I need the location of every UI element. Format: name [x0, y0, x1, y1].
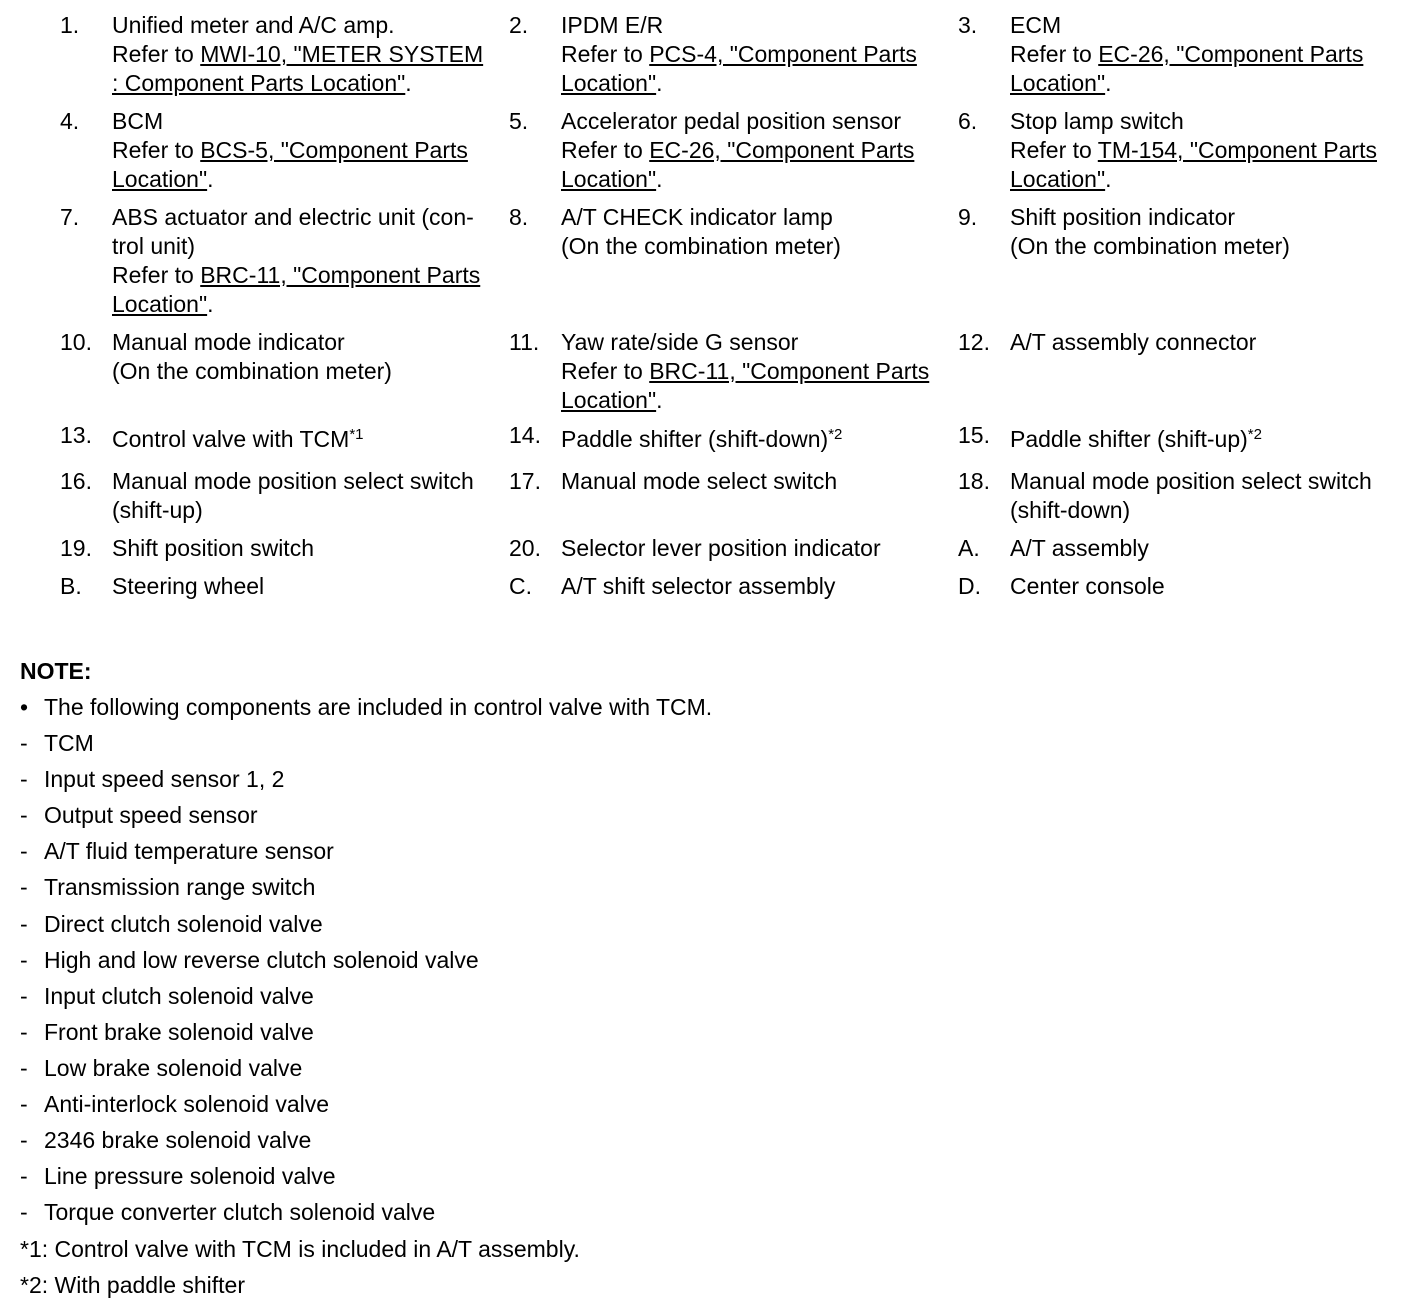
- item-label: Manual mode select switch: [561, 468, 838, 494]
- item-text: [561, 165, 663, 194]
- reference-link[interactable]: Location": [1010, 70, 1106, 96]
- item-text: [112, 40, 483, 69]
- component-item: 2346 brake solenoid valve: [44, 1127, 312, 1154]
- item-text: [1010, 425, 1262, 454]
- item-number: 3.: [958, 12, 978, 38]
- item-text: [1010, 11, 1061, 40]
- dash-marker: -: [20, 1091, 28, 1117]
- item-number: 5.: [509, 108, 529, 134]
- reference-link[interactable]: PCS-4, "Component Parts: [649, 41, 917, 67]
- item-label: Selector lever position indicator: [561, 535, 881, 561]
- component-item: Low brake solenoid valve: [44, 1054, 303, 1081]
- item-number: B.: [60, 573, 82, 599]
- dash-marker: -: [20, 1054, 28, 1081]
- reference-link[interactable]: : Component Parts Location": [112, 70, 406, 96]
- item-label: Center console: [1010, 573, 1165, 599]
- item-label: Yaw rate/side G sensor: [561, 329, 799, 355]
- dash-marker: -: [20, 802, 28, 829]
- item-text: [561, 107, 901, 136]
- refer-to-label: Refer to: [561, 358, 650, 384]
- item-label: Shift position indicator: [1010, 204, 1236, 230]
- footnote-1: *1: Control valve with TCM is included in A/T assembly.: [20, 1236, 580, 1262]
- item-text: [112, 232, 195, 261]
- item-number: 8.: [509, 204, 529, 230]
- item-text: [561, 425, 842, 454]
- component-item: Direct clutch solenoid valve: [44, 910, 323, 937]
- item-label: Manual mode position select switch: [1010, 468, 1372, 494]
- dash-marker: -: [20, 910, 28, 937]
- item-text: [561, 572, 835, 601]
- item-text: [112, 425, 364, 454]
- item-number: 13.: [60, 422, 92, 448]
- component-item: Input speed sensor 1, 2: [44, 766, 285, 793]
- item-label: Steering wheel: [112, 573, 265, 599]
- punctuation: .: [207, 291, 214, 317]
- item-label: (shift-down): [1010, 497, 1131, 523]
- item-text: [561, 386, 663, 415]
- reference-link[interactable]: BRC-11, "Component Parts: [200, 262, 481, 288]
- punctuation: .: [656, 166, 663, 192]
- note-bullet-mark: •: [20, 694, 29, 720]
- item-text: [561, 40, 917, 69]
- item-label: A/T CHECK indicator lamp: [561, 204, 833, 230]
- item-number: 11.: [509, 329, 540, 355]
- item-text: [561, 328, 798, 357]
- item-label: ECM: [1010, 12, 1062, 38]
- refer-to-label: Refer to: [561, 137, 650, 163]
- item-number: 4.: [60, 108, 80, 134]
- note-heading: NOTE:: [20, 658, 92, 684]
- item-label: Control valve with TCM: [112, 426, 350, 452]
- item-number: 20.: [509, 535, 541, 561]
- reference-link[interactable]: Location": [1010, 166, 1106, 192]
- footnote-2: *2: With paddle shifter: [20, 1272, 246, 1298]
- dash-marker: -: [20, 1163, 28, 1190]
- item-text: [1010, 136, 1377, 165]
- reference-link[interactable]: EC-26, "Component Parts: [1098, 41, 1364, 67]
- refer-to-label: Refer to: [561, 41, 650, 67]
- item-text: [1010, 165, 1112, 194]
- item-text: [561, 232, 841, 261]
- component-item: Output speed sensor: [44, 802, 258, 829]
- footnote-marker: *1: [349, 426, 364, 443]
- component-item: Input clutch solenoid valve: [44, 982, 314, 1009]
- item-number: C.: [509, 573, 532, 599]
- item-text: [112, 69, 412, 98]
- item-label: Accelerator pedal position sensor: [561, 108, 902, 134]
- dash-marker: -: [20, 1018, 28, 1045]
- component-item: A/T fluid temperature sensor: [44, 838, 334, 865]
- item-label: Shift position switch: [112, 535, 314, 561]
- item-text: [112, 107, 163, 136]
- item-number: D.: [958, 573, 981, 599]
- item-text: [561, 467, 837, 496]
- refer-to-label: Refer to: [112, 262, 201, 288]
- component-item: TCM: [44, 730, 94, 756]
- punctuation: .: [656, 387, 663, 413]
- item-text: [1010, 40, 1363, 69]
- item-text: [1010, 534, 1149, 563]
- item-label: trol unit): [112, 233, 196, 259]
- item-label: IPDM E/R: [561, 12, 664, 38]
- item-text: [1010, 467, 1372, 496]
- item-text: [112, 357, 392, 386]
- reference-link[interactable]: Location": [112, 166, 208, 192]
- item-label: ABS actuator and electric unit (con-: [112, 204, 474, 230]
- refer-to-label: Refer to: [112, 137, 201, 163]
- note-bullet-text: The following components are included in control valve with TCM.: [44, 694, 713, 720]
- item-number: A.: [958, 535, 980, 561]
- punctuation: .: [656, 70, 663, 96]
- dash-marker: -: [20, 838, 28, 865]
- dash-marker: -: [20, 766, 28, 793]
- item-text: [112, 203, 474, 232]
- component-item: Front brake solenoid valve: [44, 1018, 314, 1045]
- component-item: Anti-interlock solenoid valve: [44, 1091, 330, 1117]
- dash-marker: -: [20, 982, 28, 1009]
- item-text: [561, 203, 833, 232]
- item-label: Manual mode position select switch: [112, 468, 474, 494]
- dash-marker: -: [20, 730, 28, 756]
- punctuation: .: [1105, 70, 1112, 96]
- dash-marker: -: [20, 1199, 28, 1226]
- item-number: 9.: [958, 204, 978, 230]
- item-text: [1010, 69, 1112, 98]
- dash-marker: -: [20, 946, 28, 973]
- reference-link[interactable]: TM-154, "Component Parts: [1097, 137, 1377, 163]
- item-number: 16.: [60, 468, 92, 494]
- reference-link[interactable]: MWI-10, "METER SYSTEM: [200, 41, 484, 67]
- footnote-marker: *2: [1247, 426, 1262, 443]
- item-text: [561, 357, 929, 386]
- item-text: [112, 290, 214, 319]
- punctuation: .: [207, 166, 214, 192]
- item-text: [112, 328, 345, 357]
- component-item: High and low reverse clutch solenoid valve: [44, 946, 479, 973]
- reference-link[interactable]: Location": [561, 166, 657, 192]
- item-label: (shift-up): [112, 497, 203, 523]
- item-text: [112, 136, 468, 165]
- item-number: 1.: [60, 12, 80, 38]
- component-item: Transmission range switch: [44, 874, 316, 901]
- component-item: Line pressure solenoid valve: [44, 1163, 336, 1190]
- refer-to-label: Refer to: [1010, 41, 1099, 67]
- reference-link[interactable]: Location": [561, 387, 657, 413]
- item-label: A/T assembly connector: [1010, 329, 1257, 355]
- item-label: (On the combination meter): [112, 358, 392, 384]
- item-text: [1010, 572, 1165, 601]
- punctuation: .: [1105, 166, 1112, 192]
- item-number: 18.: [958, 468, 990, 494]
- dash-marker: -: [20, 874, 28, 901]
- item-number: 15.: [958, 422, 990, 448]
- item-text: [1010, 496, 1130, 525]
- item-text: [112, 496, 203, 525]
- footnote-marker: *2: [828, 426, 843, 443]
- item-label: A/T shift selector assembly: [561, 573, 836, 599]
- item-label: A/T assembly: [1010, 535, 1149, 561]
- item-text: [1010, 203, 1235, 232]
- item-number: 12.: [958, 329, 990, 355]
- item-label: BCM: [112, 108, 164, 134]
- item-text: [112, 534, 314, 563]
- item-text: [1010, 107, 1184, 136]
- item-label: Unified meter and A/C amp.: [112, 12, 395, 38]
- refer-to-label: Refer to: [1010, 137, 1098, 163]
- item-label: Stop lamp switch: [1010, 108, 1184, 134]
- item-label: Paddle shifter (shift-down): [561, 426, 829, 452]
- dash-marker: -: [20, 1127, 28, 1154]
- refer-to-label: Refer to: [112, 41, 201, 67]
- item-number: 7.: [60, 204, 80, 230]
- item-label: Paddle shifter (shift-up): [1010, 426, 1248, 452]
- item-text: [112, 261, 480, 290]
- item-number: 10.: [60, 329, 92, 355]
- reference-link[interactable]: Location": [112, 291, 208, 317]
- reference-link[interactable]: EC-26, "Component Parts: [649, 137, 915, 163]
- item-text: [561, 11, 663, 40]
- reference-link[interactable]: BCS-5, "Component Parts: [200, 137, 468, 163]
- item-text: [1010, 232, 1290, 261]
- item-text: [112, 165, 214, 194]
- reference-link[interactable]: BRC-11, "Component Parts: [649, 358, 930, 384]
- item-text: [561, 136, 914, 165]
- item-label: Manual mode indicator: [112, 329, 345, 355]
- item-number: 14.: [509, 422, 541, 448]
- item-text: [112, 572, 264, 601]
- item-number: 6.: [958, 108, 978, 134]
- item-text: [1010, 328, 1256, 357]
- item-number: 19.: [60, 535, 92, 561]
- reference-link[interactable]: Location": [561, 70, 657, 96]
- item-number: 2.: [509, 12, 529, 38]
- component-item: Torque converter clutch solenoid valve: [44, 1199, 436, 1226]
- item-label: (On the combination meter): [1010, 233, 1290, 259]
- item-number: 17.: [509, 468, 541, 494]
- item-text: [561, 69, 663, 98]
- item-label: (On the combination meter): [561, 233, 841, 259]
- item-text: [112, 467, 474, 496]
- item-text: [561, 534, 881, 563]
- punctuation: .: [405, 70, 412, 96]
- item-text: [112, 11, 395, 40]
